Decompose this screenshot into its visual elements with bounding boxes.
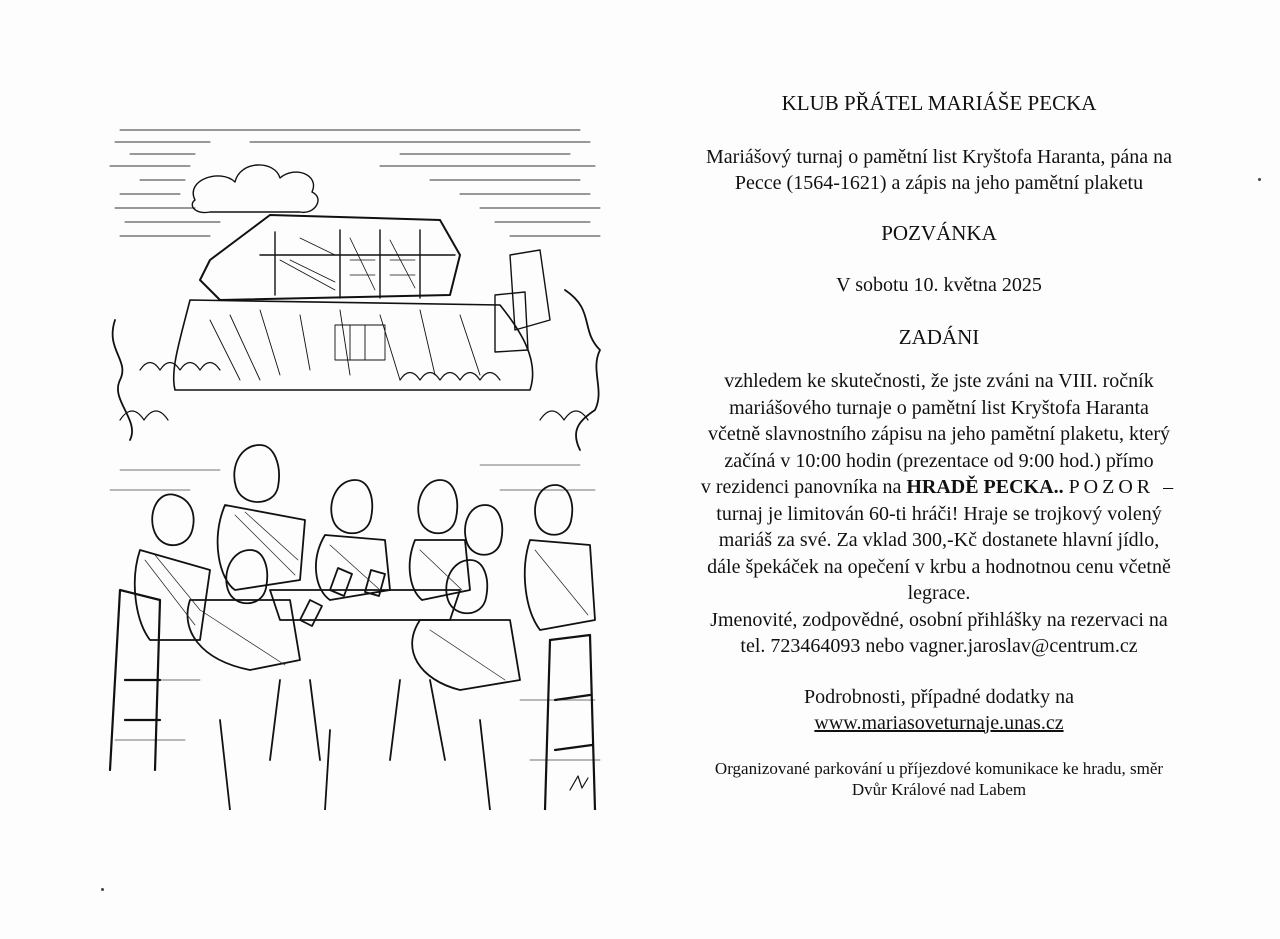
subtitle-line-2: Pecce (1564-1621) a zápis na jeho pamětní plaketu [734, 172, 1144, 194]
body-line: dále špekáček na opečení v krbu a hodnotnou cenu včetně [707, 555, 1171, 578]
parking-line-2: Dvůr Králové nad Labem [851, 779, 1027, 799]
pen-drawing-card-players-castle-icon [100, 120, 605, 810]
subtitle-line-1: Mariášový turnaj o pamětní list Kryštofa Haranta, pána na [706, 146, 1172, 168]
event-date: V sobotu 10. května 2025 [836, 274, 1042, 296]
section-heading: ZADÁNI [898, 325, 980, 349]
parking-note [668, 758, 1210, 800]
illustration [100, 120, 605, 810]
website-link[interactable]: www.mariasoveturnaje.unas.cz [814, 711, 1064, 734]
warning-word: POZOR – [1068, 476, 1178, 498]
body-line: včetně slavnostního zápisu na jeho pamětní plaketu, který [707, 423, 1171, 445]
details-block [668, 684, 1210, 736]
body-line: vzhledem ke skutečnosti, že jste zváni na VIII. ročník [724, 370, 1154, 392]
venue-punctuation: .. [1053, 476, 1069, 498]
invitation-heading: POZVÁNKA [881, 221, 997, 245]
parking-line-1: Organizované parkování u příjezdové komunikace ke hradu, směr [714, 758, 1164, 778]
scan-speck [101, 888, 104, 891]
body-line: mariáš za své. Za vklad 300,-Kč dostanete hlavní jídlo, [718, 529, 1160, 551]
scan-speck [1258, 178, 1261, 181]
invitation-text [668, 88, 1210, 800]
club-title: KLUB PŘÁTEL MARIÁŠE PECKA [781, 91, 1097, 115]
invitation-body [668, 368, 1210, 660]
contact-line: tel. 723464093 nebo vagner.jaroslav@centrum.cz [740, 635, 1138, 657]
body-line: mariášového turnaje o pamětní list Kryštofa Haranta [729, 396, 1149, 419]
body-line: Jmenovité, zodpovědné, osobní přihlášky na rezervaci na [710, 608, 1168, 631]
tournament-subtitle [668, 144, 1210, 196]
body-line: začíná v 10:00 hodin (prezentace od 9:00 hod.) přímo [724, 449, 1154, 472]
body-line: v rezidenci panovníka na [700, 476, 907, 498]
body-line: legrace. [907, 582, 971, 604]
body-line: turnaj je limitován 60-ti hráči! Hraje se trojkový volený [716, 502, 1162, 525]
details-label: Podrobnosti, případné dodatky na [804, 685, 1074, 708]
venue-name: HRADĚ PECKA [906, 476, 1054, 498]
